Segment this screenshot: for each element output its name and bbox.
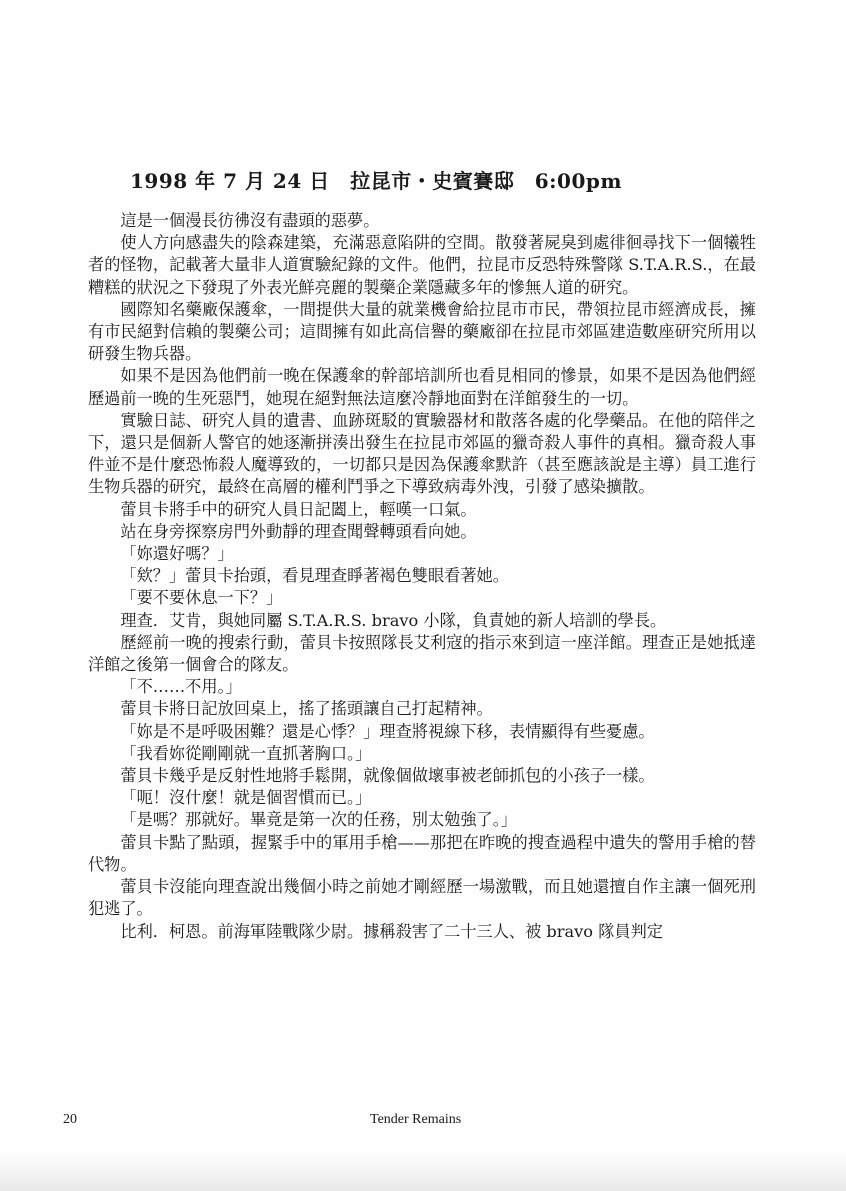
- paragraph: 蕾貝卡點了點頭，握緊手中的軍用手槍——那把在昨晚的搜查過程中遺失的警用手槍的替代物。: [88, 832, 756, 874]
- paragraph: 理查．艾肯，與她同屬 S.T.A.R.S. bravo 小隊，負責她的新人培訓的學長。: [120, 610, 667, 630]
- dialog-line: 「妳還好嗎？」: [120, 544, 234, 564]
- dialog-line: 「妳是不是呼吸困難？還是心悸？」理查將視線下移，表情顯得有些憂慮。: [120, 721, 655, 741]
- paragraph: 使人方向感盡失的陰森建築，充滿惡意陷阱的空間。散發著屍臭到處徘徊尋找下一個犧牲者的怪物，記載著大量非人道實驗紀錄的文件。他們，拉昆市反恐特殊警隊 S.T.A.R.S.，在最糟糕的狀況之下發現了外表光鮮亮麗的製藥企業隱藏多年的慘無人道的研究。: [88, 233, 756, 297]
- dialog-line: 「要不要休息一下？」: [120, 588, 283, 608]
- paragraph: 蕾貝卡將日記放回桌上，搖了搖頭讓自己打起精神。: [120, 699, 493, 719]
- running-footer-title: Tender Remains: [370, 1112, 462, 1127]
- paragraph: 蕾貝卡將手中的研究人員日記闔上，輕嘆一口氣。: [120, 499, 477, 519]
- paragraph: 如果不是因為他們前一晚在保護傘的幹部培訓所也看見相同的慘景，如果不是因為他們經歷過前一晚的生死惡鬥，她現在絕對無法這麼冷靜地面對在洋館發生的一切。: [88, 366, 756, 408]
- dialog-line: 「不……不用。」: [120, 677, 242, 697]
- paragraph: 這是一個漫長彷彿沒有盡頭的惡夢。: [120, 211, 380, 230]
- dialog-line: 「欸？」蕾貝卡抬頭，看見理查睜著褐色雙眼看著她。: [120, 566, 509, 586]
- page-number: 20: [63, 1112, 77, 1127]
- paragraph: 站在身旁探察房門外動靜的理查聞聲轉頭看向她。: [120, 521, 477, 541]
- paragraph: 歷經前一晚的搜索行動，蕾貝卡按照隊長艾利寇的指示來到這一座洋館。理查正是她抵達洋館之後第一個會合的隊友。: [88, 632, 756, 675]
- dialog-line: 「呃！沒什麼！就是個習慣而已。」: [120, 788, 372, 808]
- scan-shadow: [0, 1151, 846, 1191]
- dialog-line: 「是嗎？那就好。畢竟是第一次的任務，別太勉強了。」: [120, 810, 517, 830]
- paragraph: 蕾貝卡幾乎是反射性地將手鬆開，就像個做壞事被老師抓包的小孩子一樣。: [120, 766, 655, 786]
- paragraph: 國際知名藥廠保護傘，一間提供大量的就業機會給拉昆市市民，帶領拉昆市經濟成長，擁有市民絕對信賴的製藥公司；這間擁有如此高信譽的藥廠卻在拉昆市郊區建造數座研究所用以研發生物兵器。: [88, 299, 756, 364]
- paragraph: 比利．柯恩。前海軍陸戰隊少尉。據稱殺害了二十三人、被 bravo 隊員判定: [120, 921, 663, 941]
- paragraph: 實驗日誌、研究人員的遺書、血跡斑駁的實驗器材和散落各處的化學藥品。在他的陪伴之下，還只是個新人警官的她逐漸拼湊出發生在拉昆市郊區的獵奇殺人事件的真相。獵奇殺人事件並不是什麼恐怖殺人魔導致的，一切都只是因為保護傘默許（甚至應該說是主導）員工進行生物兵器的研究，最終在高層的權利鬥爭之下導致病毒外洩，引發了感染擴散。: [88, 410, 756, 497]
- paragraph: 蕾貝卡沒能向理查說出幾個小時之前她才剛經歷一場激戰，而且她還擅自作主讓一個死刑犯逃了。: [88, 877, 756, 919]
- section-heading: 1998 年 7 月 24 日 拉昆市・史賓賽邸 6:00pm: [130, 169, 623, 193]
- dialog-line: 「我看妳從剛剛就一直抓著胸口。」: [120, 743, 372, 763]
- body-text: [88, 210, 756, 943]
